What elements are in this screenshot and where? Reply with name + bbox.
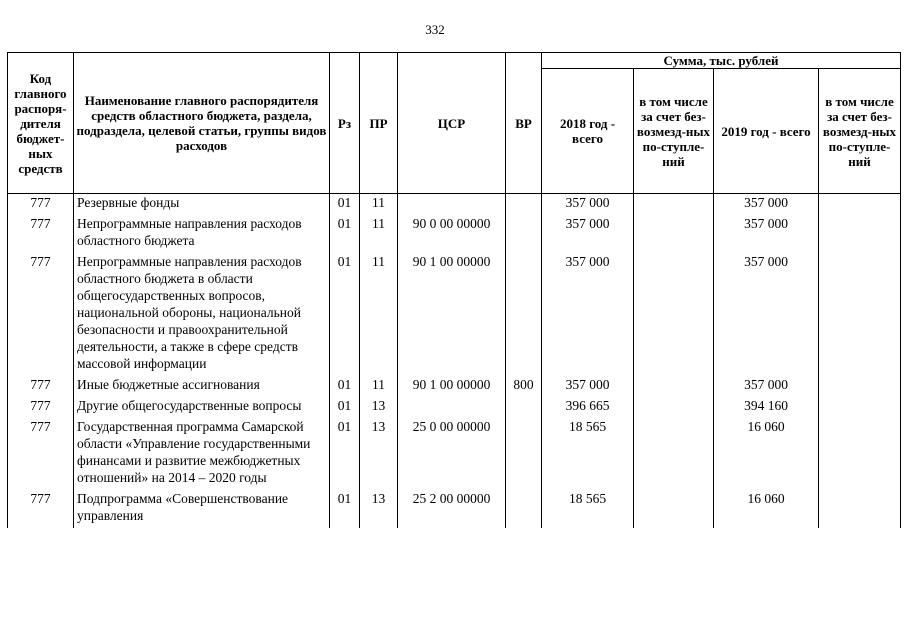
cell-name: Государственная программа Самарской области «Управление государственными финансами и развитие межбюджетных отношений» на 2014 – 2020 годы [74, 418, 330, 490]
cell-2019-total: 16 060 [714, 418, 819, 490]
cell-2019-free [819, 194, 901, 216]
cell-vr [506, 194, 542, 216]
table-row [8, 397, 901, 418]
header-2019-free: в том числе за счет без-возмезд-ных по-ступле-ний [819, 69, 901, 194]
cell-name: Непрограммные направления расходов областного бюджета в области общегосударственных вопросов, национальной обороны, национальной безопасности и правоохранительной деятельности, а также в сфере средств массовой информации [74, 253, 330, 376]
cell-csr: 25 2 00 00000 [398, 490, 506, 528]
table-header [8, 53, 901, 194]
cell-pr: 13 [360, 397, 398, 418]
cell-csr: 90 1 00 00000 [398, 253, 506, 376]
cell-vr [506, 490, 542, 528]
cell-code: 777 [8, 418, 74, 490]
cell-2019-free [819, 490, 901, 528]
header-code: Код главного распоря-дителя бюджет-ных средств [8, 53, 74, 194]
cell-2018-total: 18 565 [542, 490, 634, 528]
cell-code: 777 [8, 376, 74, 397]
cell-pr: 13 [360, 418, 398, 490]
cell-rz: 01 [330, 418, 360, 490]
cell-rz: 01 [330, 215, 360, 253]
table-row [8, 376, 901, 397]
cell-pr: 11 [360, 376, 398, 397]
cell-pr: 11 [360, 194, 398, 216]
cell-code: 777 [8, 215, 74, 253]
cell-2019-free [819, 215, 901, 253]
cell-2018-total: 18 565 [542, 418, 634, 490]
header-csr: ЦСР [398, 53, 506, 194]
cell-pr: 11 [360, 253, 398, 376]
cell-2019-total: 357 000 [714, 376, 819, 397]
cell-2019-total: 394 160 [714, 397, 819, 418]
cell-2019-total: 357 000 [714, 215, 819, 253]
cell-code: 777 [8, 253, 74, 376]
cell-2018-free [634, 397, 714, 418]
cell-2018-total: 357 000 [542, 253, 634, 376]
table-row [8, 215, 901, 253]
cell-vr [506, 253, 542, 376]
cell-csr: 90 0 00 00000 [398, 215, 506, 253]
cell-2019-total: 16 060 [714, 490, 819, 528]
cell-rz: 01 [330, 253, 360, 376]
cell-pr: 13 [360, 490, 398, 528]
cell-vr [506, 418, 542, 490]
cell-csr: 25 0 00 00000 [398, 418, 506, 490]
cell-2019-total: 357 000 [714, 253, 819, 376]
cell-vr [506, 397, 542, 418]
header-2018-total: 2018 год - всего [542, 69, 634, 194]
cell-name: Резервные фонды [74, 194, 330, 216]
cell-2018-free [634, 194, 714, 216]
cell-2019-free [819, 418, 901, 490]
cell-2019-free [819, 397, 901, 418]
cell-2018-free [634, 253, 714, 376]
header-vr: ВР [506, 53, 542, 194]
cell-2018-total: 357 000 [542, 215, 634, 253]
header-2019-total: 2019 год - всего [714, 69, 819, 194]
table-row [8, 490, 901, 528]
table-row [8, 253, 901, 376]
header-rz: Рз [330, 53, 360, 194]
table-body [8, 194, 901, 529]
cell-csr: 90 1 00 00000 [398, 376, 506, 397]
cell-name: Другие общегосударственные вопросы [74, 397, 330, 418]
cell-2018-free [634, 418, 714, 490]
cell-code: 777 [8, 397, 74, 418]
cell-name: Подпрограмма «Совершенствование управления [74, 490, 330, 528]
cell-2018-total: 357 000 [542, 194, 634, 216]
budget-table [7, 52, 901, 528]
cell-2018-free [634, 376, 714, 397]
cell-vr [506, 215, 542, 253]
cell-2018-free [634, 215, 714, 253]
cell-2018-total: 396 665 [542, 397, 634, 418]
cell-name: Иные бюджетные ассигнования [74, 376, 330, 397]
header-pr: ПР [360, 53, 398, 194]
cell-csr [398, 397, 506, 418]
cell-name: Непрограммные направления расходов областного бюджета [74, 215, 330, 253]
cell-2019-free [819, 253, 901, 376]
cell-vr: 800 [506, 376, 542, 397]
header-2018-free: в том числе за счет без-возмезд-ных по-ступле-ний [634, 69, 714, 194]
page-number: 332 [425, 22, 445, 37]
cell-2019-free [819, 376, 901, 397]
cell-2019-total: 357 000 [714, 194, 819, 216]
cell-code: 777 [8, 194, 74, 216]
cell-rz: 01 [330, 490, 360, 528]
table-row [8, 418, 901, 490]
cell-pr: 11 [360, 215, 398, 253]
cell-code: 777 [8, 490, 74, 528]
header-name: Наименование главного распорядителя средств областного бюджета, раздела, подраздела, целевой статьи, группы видов расходов [74, 53, 330, 194]
cell-rz: 01 [330, 397, 360, 418]
table-row [8, 194, 901, 216]
cell-2018-total: 357 000 [542, 376, 634, 397]
cell-2018-free [634, 490, 714, 528]
cell-csr [398, 194, 506, 216]
cell-rz: 01 [330, 376, 360, 397]
cell-rz: 01 [330, 194, 360, 216]
header-sum-group: Сумма, тыс. рублей [542, 53, 901, 69]
